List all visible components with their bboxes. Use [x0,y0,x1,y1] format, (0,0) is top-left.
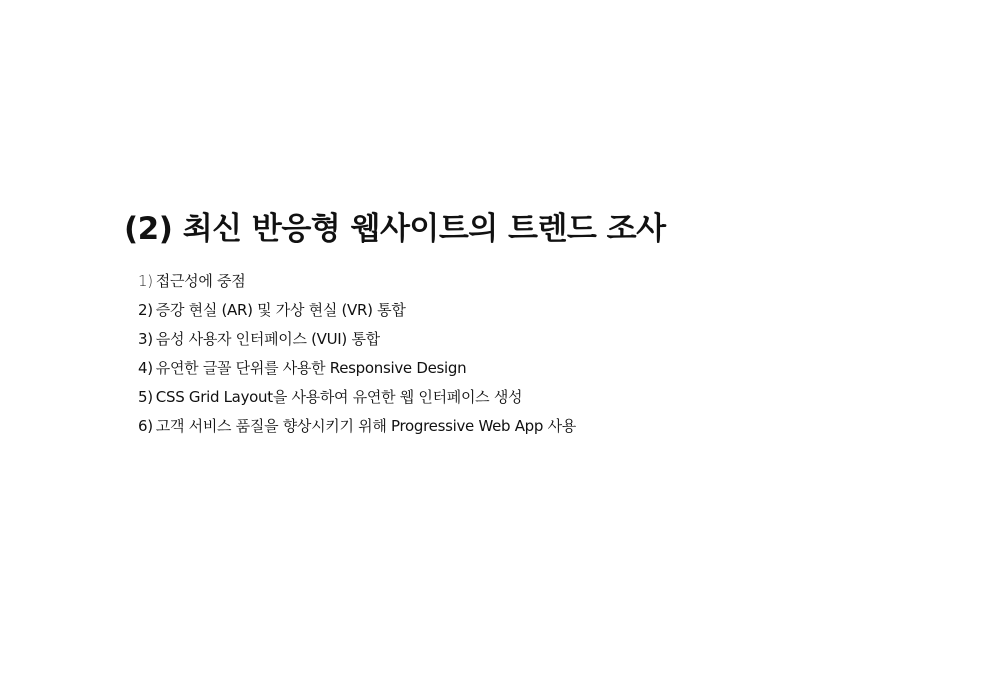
list-item-text: 접근성에 중점 [155,272,246,290]
list-item-number: 6) [138,417,153,435]
list-item-text: 증강 현실 (AR) 및 가상 현실 (VR) 통합 [155,301,406,319]
list-item [138,296,576,325]
list-item [138,354,576,383]
list-item-number: 1) [138,272,153,290]
list-item-text: 유연한 글꼴 단위를 사용한 Responsive Design [155,359,467,377]
list-item-number: 3) [138,330,153,348]
trend-list [138,267,576,441]
list-item-number: 2) [138,301,153,319]
list-item-number: 5) [138,388,153,406]
list-item [138,383,576,412]
list-item-text: 음성 사용자 인터페이스 (VUI) 통합 [155,330,380,348]
list-item-text: 고객 서비스 품질을 향상시키기 위해 Progressive Web App 사용 [155,417,576,435]
list-item [138,325,576,354]
list-item [138,412,576,441]
list-item [138,267,576,296]
list-item-text: CSS Grid Layout을 사용하여 유연한 웹 인터페이스 생성 [155,388,523,406]
section-title: (2) 최신 반응형 웹사이트의 트렌드 조사 [124,211,666,247]
list-item-number: 4) [138,359,153,377]
